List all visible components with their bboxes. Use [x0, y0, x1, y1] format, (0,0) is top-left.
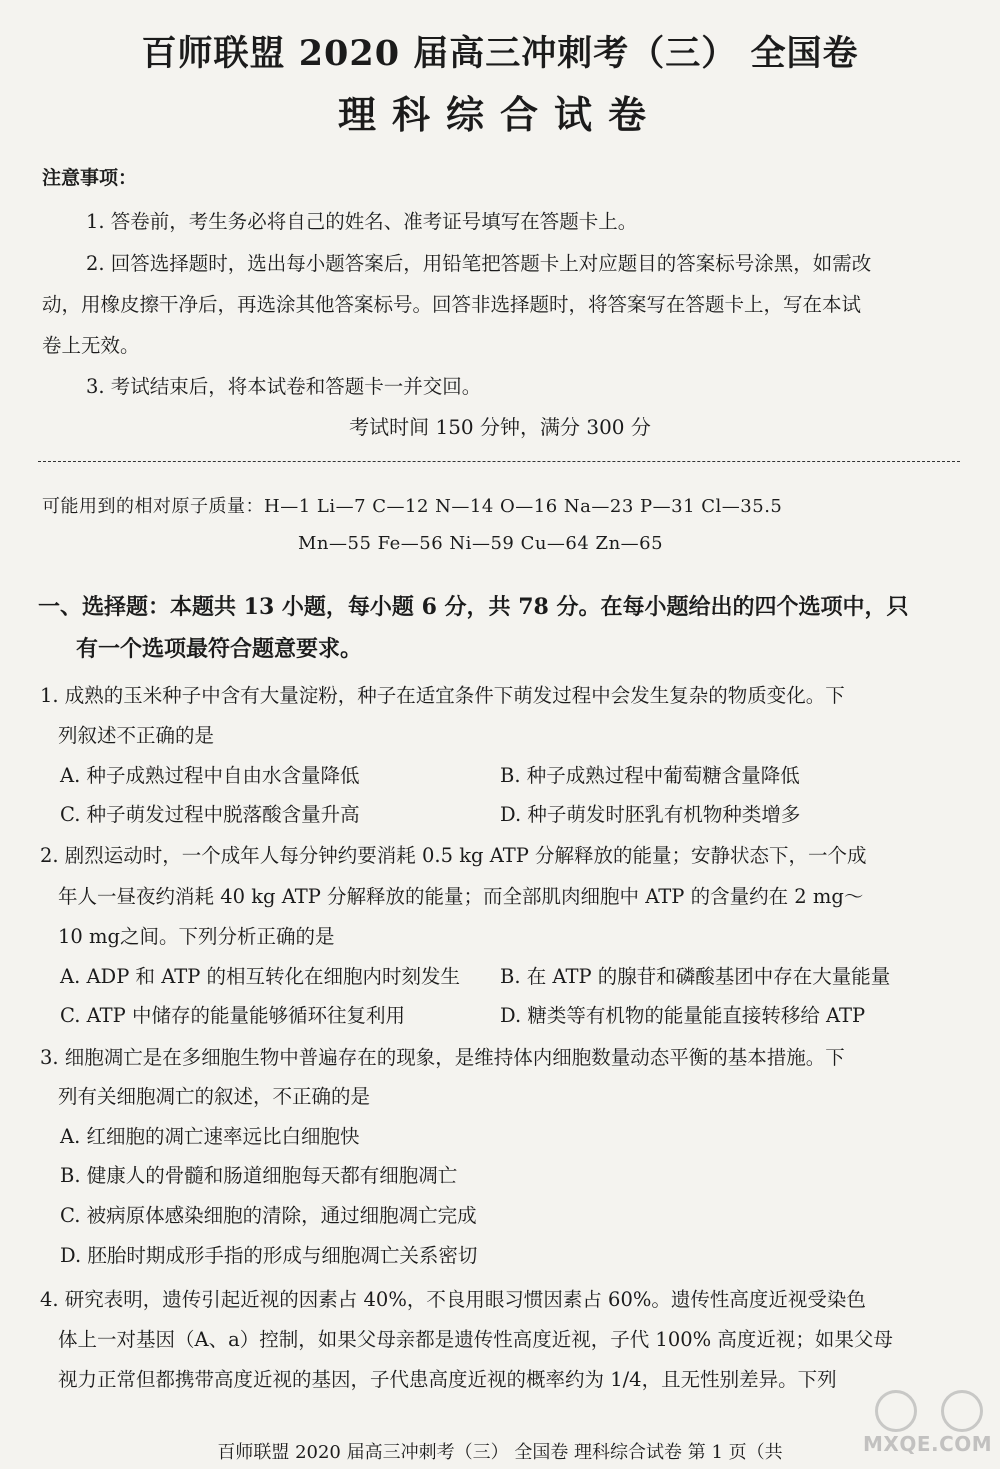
question-stem: 列叙述不正确的是 — [58, 724, 215, 747]
notice-item: 1. 答卷前，考生务必将自己的姓名、准考证号填写在答题卡上。 — [86, 210, 638, 233]
option-d: D. 胚胎时期成形手指的形成与细胞凋亡关系密切 — [60, 1244, 478, 1267]
watermark-text: MXQE.COM — [863, 1432, 993, 1456]
question-stem: 2. 剧烈运动时，一个成年人每分钟约要消耗 0.5 kg ATP 分解释放的能量；安静状态下，一个成 — [40, 844, 867, 867]
question-stem: 体上一对基因（A、a）控制，如果父母亲都是遗传性高度近视，子代 100% 高度近视；如果父母 — [58, 1328, 893, 1351]
question-stem: 1. 成熟的玉米种子中含有大量淀粉，种子在适宜条件下萌发过程中会发生复杂的物质变化。下 — [40, 684, 845, 707]
option-b: B. 健康人的骨髓和肠道细胞每天都有细胞凋亡 — [60, 1164, 458, 1187]
option-c: C. 被病原体感染细胞的清除，通过细胞凋亡完成 — [60, 1204, 477, 1227]
question-stem: 年人一昼夜约消耗 40 kg ATP 分解释放的能量；而全部肌肉细胞中 ATP 的含量约在 2 mg～ — [58, 885, 864, 908]
option-a: A. ADP 和 ATP 的相互转化在细胞内时刻发生 — [60, 965, 461, 988]
divider — [38, 461, 960, 462]
question-stem: 列有关细胞凋亡的叙述，不正确的是 — [58, 1085, 371, 1108]
section-heading: 有一个选项最符合题意要求。 — [76, 636, 363, 662]
question-stem: 视力正常但都携带高度近视的基因，子代患高度近视的概率约为 1/4，且无性别差异。下列 — [58, 1368, 837, 1391]
question-stem: 4. 研究表明，遗传引起近视的因素占 40%，不良用眼习惯因素占 60%。遗传性高度近视受染色 — [40, 1288, 866, 1311]
notice-item: 2. 回答选择题时，选出每小题答案后，用铅笔把答题卡上对应题目的答案标号涂黑，如需改 — [86, 252, 872, 275]
option-a: A. 种子成熟过程中自由水含量降低 — [60, 764, 360, 787]
page-footer: 百师联盟 2020 届高三冲刺考（三） 全国卷 理科综合试卷 第 1 页（共 — [217, 1442, 783, 1463]
section-heading: 一、选择题：本题共 13 小题，每小题 6 分，共 78 分。在每小题给出的四个选项中，只 — [38, 594, 909, 620]
atomic-masses-line: 可能用到的相对原子质量：H—1 Li—7 C—12 N—14 O—16 Na—23 P—31 Cl—35.5 — [42, 496, 783, 517]
option-d: D. 种子萌发时胚乳有机物种类增多 — [500, 803, 801, 826]
watermark-circle-icon — [941, 1390, 983, 1432]
exam-time: 考试时间 150 分钟，满分 300 分 — [349, 415, 651, 439]
notice-heading: 注意事项： — [42, 167, 138, 189]
option-a: A. 红细胞的凋亡速率远比白细胞快 — [60, 1125, 360, 1148]
watermark-logo — [855, 1388, 997, 1466]
option-c: C. ATP 中储存的能量能够循环往复利用 — [60, 1004, 405, 1027]
watermark-circle-icon — [875, 1390, 917, 1432]
notice-item: 动，用橡皮擦干净后，再选涂其他答案标号。回答非选择题时，将答案写在答题卡上，写在本试 — [42, 293, 862, 316]
option-b: B. 种子成熟过程中葡萄糖含量降低 — [500, 764, 800, 787]
option-d: D. 糖类等有机物的能量能直接转移给 ATP — [500, 1004, 866, 1027]
exam-subtitle: 理科综合试卷 — [337, 92, 662, 137]
question-stem: 10 mg之间。下列分析正确的是 — [58, 925, 335, 948]
notice-item: 卷上无效。 — [42, 334, 140, 357]
question-stem: 3. 细胞凋亡是在多细胞生物中普遍存在的现象，是维持体内细胞数量动态平衡的基本措施。下 — [40, 1046, 845, 1069]
exam-title: 百师联盟 2020 届高三冲刺考（三） 全国卷 — [141, 33, 859, 74]
atomic-masses-line: Mn—55 Fe—56 Ni—59 Cu—64 Zn—65 — [298, 533, 664, 554]
option-b: B. 在 ATP 的腺苷和磷酸基团中存在大量能量 — [500, 965, 891, 988]
option-c: C. 种子萌发过程中脱落酸含量升高 — [60, 803, 360, 826]
notice-item: 3. 考试结束后，将本试卷和答题卡一并交回。 — [86, 375, 482, 398]
